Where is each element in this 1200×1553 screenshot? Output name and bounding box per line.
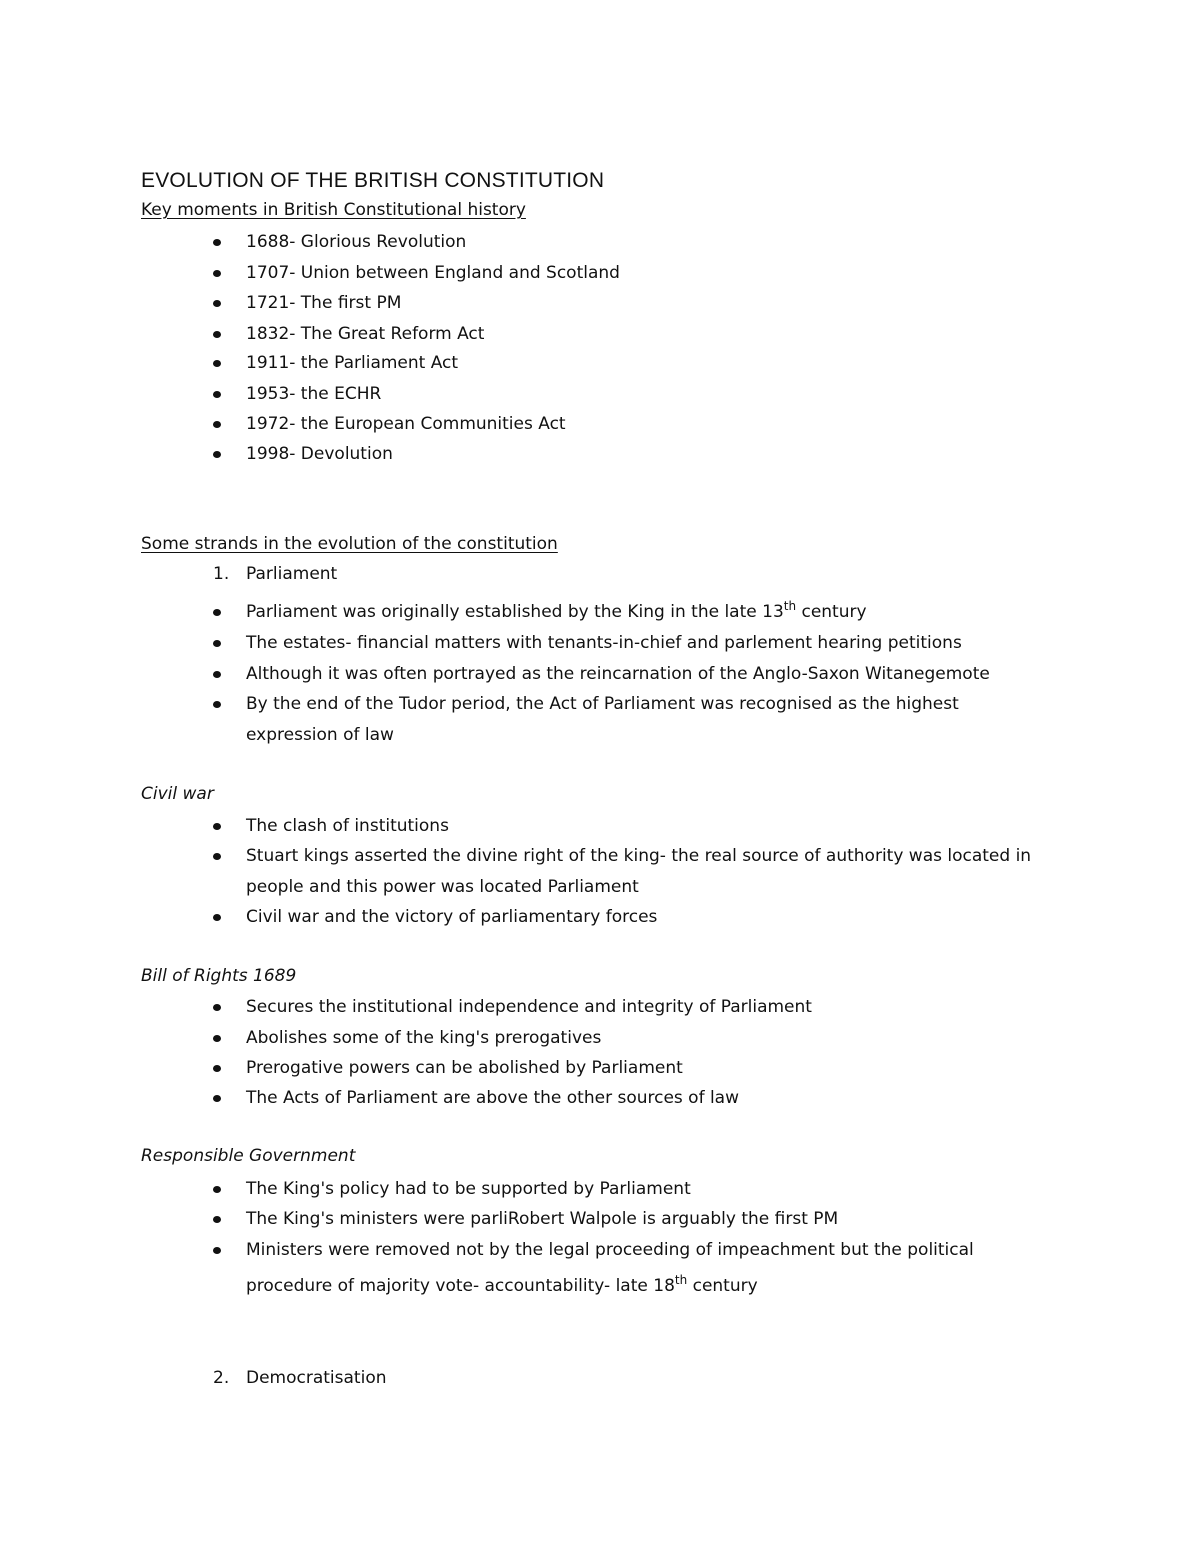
bullet-icon bbox=[213, 239, 221, 246]
civil-war-heading: Civil war bbox=[141, 784, 214, 804]
bullet-icon bbox=[213, 1035, 221, 1042]
numbered-item-label: Parliament bbox=[246, 564, 338, 584]
bullet-icon bbox=[213, 640, 221, 647]
responsible-government-heading: Responsible Government bbox=[141, 1146, 356, 1166]
list-number: 1. bbox=[213, 564, 230, 584]
bullet-icon bbox=[213, 701, 221, 708]
bill-of-rights-heading: Bill of Rights 1689 bbox=[141, 966, 297, 986]
bullet-icon bbox=[213, 331, 221, 338]
bullet-icon bbox=[213, 360, 221, 367]
bullet-icon bbox=[213, 1065, 221, 1072]
bullet-icon bbox=[213, 1186, 221, 1193]
bullet-icon bbox=[213, 1004, 221, 1011]
bullet-icon bbox=[213, 853, 221, 860]
bullet-icon bbox=[213, 671, 221, 678]
bullet-icon bbox=[213, 270, 221, 277]
document-title: EVOLUTION OF THE BRITISH CONSTITUTION bbox=[141, 169, 605, 192]
key-moments-heading: Key moments in British Constitutional history bbox=[141, 200, 526, 220]
numbered-item-label: Democratisation bbox=[246, 1368, 387, 1388]
strands-heading: Some strands in the evolution of the constitution bbox=[141, 534, 558, 554]
bullet-icon bbox=[213, 609, 221, 616]
bullet-icon bbox=[213, 300, 221, 307]
bullet-icon bbox=[213, 823, 221, 830]
list-number: 2. bbox=[213, 1368, 230, 1388]
bullet-icon bbox=[213, 1216, 221, 1223]
document-page: EVOLUTION OF THE BRITISH CONSTITUTION Key moments in British Constitutional history 1688- Glorious Revolution 1707- Union between England and Scotland 1721- The first PM 1832- The Great Reform Act 1911- the Parliament Act 1953- the ECHR 1972- the European Communities Act 1998- Devolution Some strands in the evolution of the constitution 1. Parliament Parliament was originally established by the King in the late 13th century The estates- financial matters with tenants-in-chief and parlement hearing petitions Although it was often portrayed as the reincarnation of the Anglo-Saxon Witanegemote By the end of the Tudor period, the Act of Parliament was recognised as the highest expression of law Civil war The clash of institutions Stuart kings asserted the divine right of the king- the real source of authority was located in people and this power was located Parliament Civil war and the victory of parliamentary forces Bill of Rights 1689 Secures the institutional independence and integrity of Parliament Abolishes some of the king's prerogatives Prerogative powers can be abolished by Parliament The Acts of Parliament are above the other sources of law Responsible Government The King's policy had to be supported by Parliament The King's ministers were parliRobert Walpole is arguably the first PM Ministers were removed not by the legal proceeding of impeachment but the political procedure of majority vote- accountability- late 18th century 2. Democratisation bbox=[141, 169, 1032, 1388]
bullet-icon bbox=[213, 391, 221, 398]
bullet-icon bbox=[213, 1095, 221, 1102]
bullet-icon bbox=[213, 1247, 221, 1254]
bullet-icon bbox=[213, 421, 221, 428]
bullet-icon bbox=[213, 451, 221, 458]
bullet-icon bbox=[213, 914, 221, 921]
